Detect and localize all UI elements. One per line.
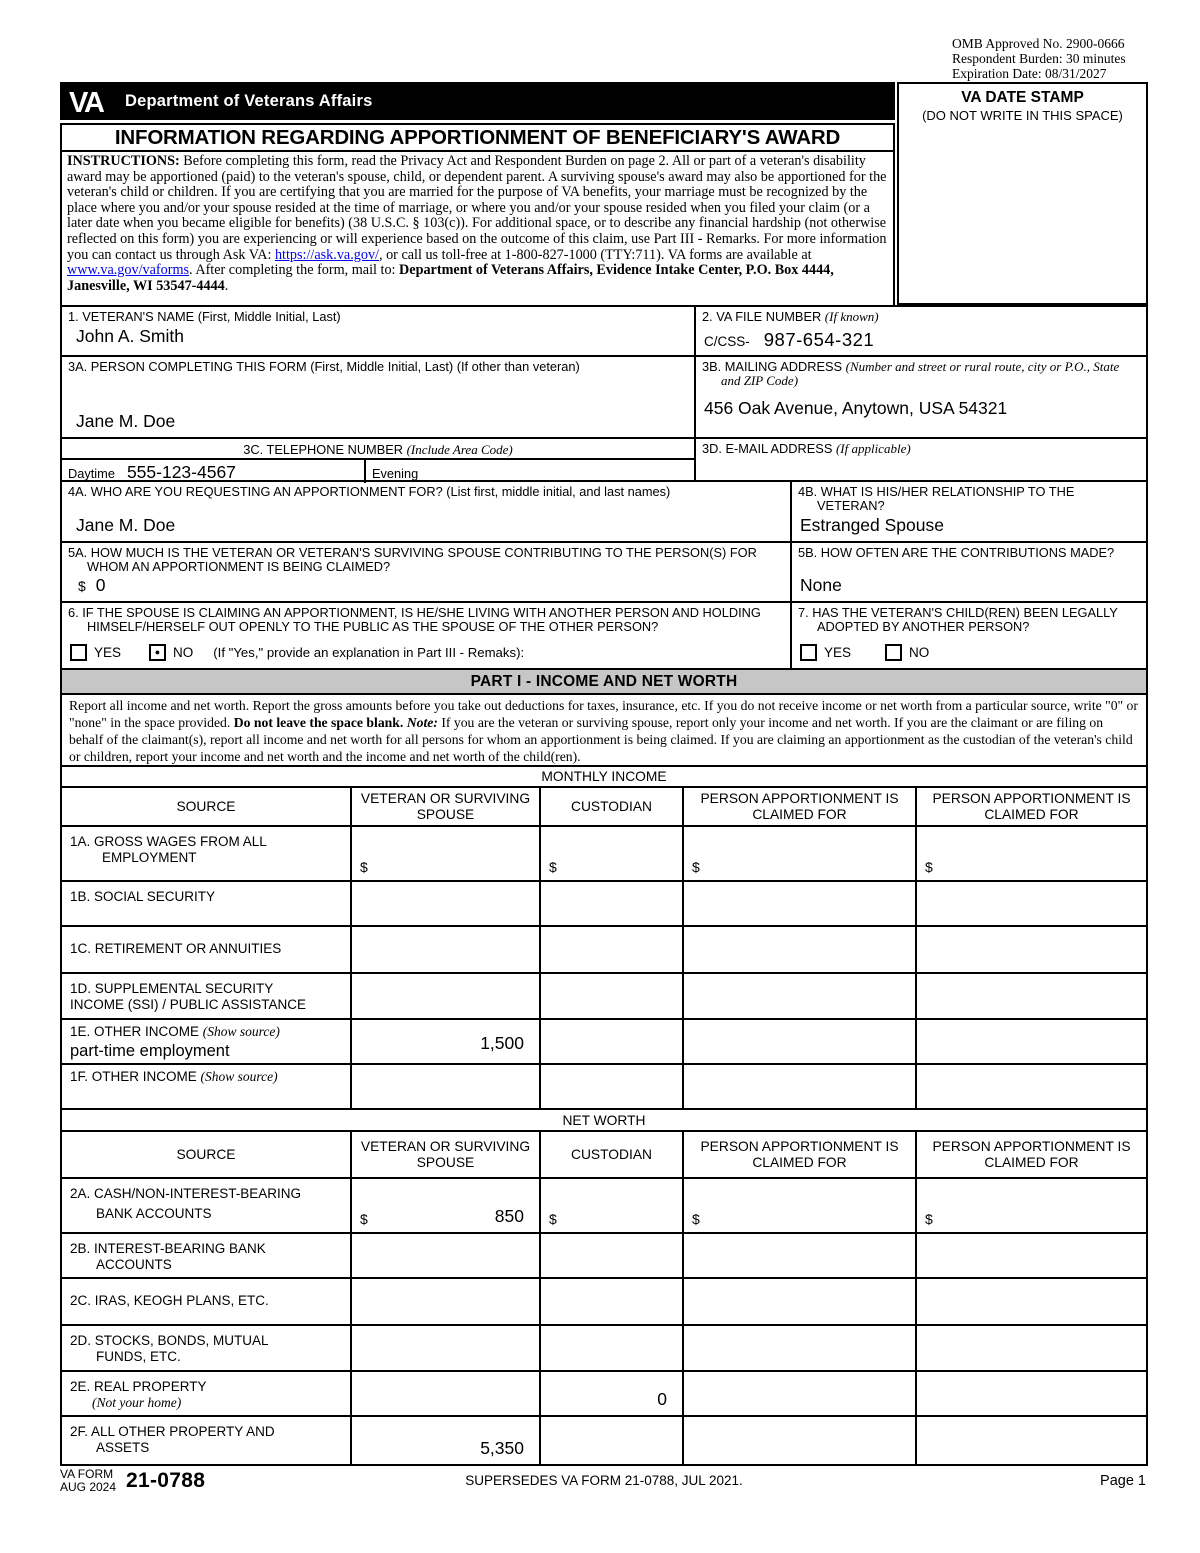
field-2-label — [696, 307, 1146, 324]
ccss-prefix: C/CSS- — [704, 334, 750, 350]
source-2e-line1: 2E. REAL PROPERTY — [70, 1379, 207, 1394]
cell-1d-veteran[interactable] — [352, 974, 541, 1018]
part1-intro — [62, 695, 1146, 767]
source-2f-line1: 2F. ALL OTHER PROPERTY AND — [70, 1424, 275, 1439]
dollar-sign: $ — [360, 859, 368, 875]
dollar-sign: $ — [692, 1211, 700, 1227]
field-4a-requesting-for — [62, 482, 792, 541]
cell-2f-person1[interactable] — [684, 1417, 917, 1464]
col-header-person-1: PERSON APPORTIONMENT IS CLAIMED FOR — [684, 1132, 917, 1177]
field-3d-label-text: 3D. E-MAIL ADDRESS — [702, 441, 833, 456]
evening-label: Evening — [372, 466, 419, 481]
row-1c — [62, 927, 1146, 974]
cell-2a-person1[interactable] — [684, 1179, 917, 1232]
cell-1f-custodian[interactable] — [541, 1065, 684, 1108]
source-1e-text: 1E. OTHER INCOME — [70, 1024, 203, 1039]
part1-intro-1: Report all income and net worth. Report the gross amounts before you take out deductions for taxes, insurance, etc. If you do not receive income or net worth from a particular source, write "0" or "none" in the space provided. — [69, 698, 1138, 731]
cell-2c-person2[interactable] — [917, 1279, 1146, 1324]
row-5a-5b — [62, 543, 1146, 603]
contribution-frequency-value[interactable]: None — [800, 575, 842, 595]
va-forms-link[interactable]: www.va.gov/vaforms — [67, 262, 190, 279]
cell-1e-veteran[interactable] — [352, 1020, 541, 1063]
field-3a-label: 3A. PERSON COMPLETING THIS FORM (First, Middle Initial, Last) (If other than veteran) — [68, 359, 580, 374]
cell-1e-person2[interactable] — [917, 1020, 1146, 1063]
va-form-label: VA FORM — [60, 1467, 114, 1481]
field-3c-label — [62, 439, 694, 460]
row-2c — [62, 1279, 1146, 1326]
row-2e — [62, 1372, 1146, 1417]
source-1e — [62, 1020, 352, 1063]
col-header-person-2: PERSON APPORTIONMENT IS CLAIMED FOR — [932, 1139, 1131, 1170]
field-2-note: (If known) — [824, 309, 879, 324]
va-date-stamp-box — [897, 82, 1148, 305]
field-7-label: 7. HAS THE VETERAN'S CHILD(REN) BEEN LEGALLY ADOPTED BY ANOTHER PERSON? — [798, 605, 1118, 635]
row-1b — [62, 882, 1146, 927]
cell-1e-person1[interactable] — [684, 1020, 917, 1063]
q6-yes-label: YES — [94, 645, 122, 660]
dollar-sign: $ — [549, 1211, 557, 1227]
person-completing-value[interactable]: Jane M. Doe — [76, 411, 176, 431]
field-6-label: 6. IF THE SPOUSE IS CLAIMING AN APPORTIONMENT, IS HE/SHE LIVING WITH ANOTHER PERSON AND HOLDING HIMSELF/HERSELF OUT OPENLY TO THE PUBLIC AS THE SPOUSE OF THE OTHER PERSON? — [68, 605, 761, 635]
cell-1a-custodian[interactable] — [541, 827, 684, 880]
omb-block — [952, 36, 1152, 81]
source-1f — [62, 1065, 352, 1108]
cell-2d-veteran[interactable] — [352, 1326, 541, 1370]
source-1a-line1 — [70, 834, 346, 850]
cell-2f-veteran[interactable] — [352, 1417, 541, 1464]
field-6-living-with-another — [62, 603, 792, 668]
form-title — [60, 123, 895, 152]
row-2a — [62, 1179, 1146, 1234]
row-1a — [62, 827, 1146, 882]
source-2a — [62, 1179, 352, 1232]
field-4b-relationship — [792, 482, 1146, 541]
cell-2d-person2[interactable] — [917, 1326, 1146, 1370]
cell-1b-person2[interactable] — [917, 882, 1146, 925]
form-number: 21-0788 — [126, 1469, 206, 1492]
cell-1f-veteran[interactable] — [352, 1065, 541, 1108]
source-2b-line2: ACCOUNTS — [96, 1257, 172, 1272]
field-3b-label — [696, 357, 1146, 388]
cell-2e-custodian[interactable] — [541, 1372, 684, 1415]
field-3d-label — [696, 439, 1146, 456]
q6-no-label: NO — [173, 645, 194, 660]
source-2d-line1: 2D. STOCKS, BONDS, MUTUAL — [70, 1333, 269, 1348]
part1-intro-2: If you are the veteran or surviving spouse, report only your income and net worth. If you are the claimant or are filing on behalf of the claimant(s), report all income and net worth for all persons for whom an apportionment is being claimed. If you are claiming an apportionment as the custodian of the veteran's child or children, report your income and net worth and the income and net worth of the child(ren). — [69, 715, 1133, 765]
source-2b — [62, 1234, 352, 1277]
telephone-row — [62, 460, 694, 483]
evening-phone-cell — [366, 460, 694, 483]
monthly-income-band — [62, 767, 1146, 788]
dollar-sign: $ — [692, 859, 700, 875]
instructions-body-1: Before completing this form, read the Privacy Act and Respondent Burden on page 2. All or part of a veteran's disability award may be apportioned (paid) to the veteran's spouse, child, or dependent parent. A surviving spouse's award may also be apportioned for the veteran's child or children. If you are certifying that you are married for the purpose of VA benefits, your marriage must be recognized by the place where you and/or your spouse resided at the time of marriage, or where you and/or your spouse resided when you filed your claim (or a later date when you became eligible for benefits) (38 U.S.C. § 103(c)). For additional space, or to describe any financial hardship (not otherwise reflected on this form) you are experiencing or will experience based on the outcome of this claim, use Part III - Remarks. For more information you can contact us through Ask VA: — [67, 153, 887, 263]
source-2a-line1: 2A. CASH/NON-INTEREST-BEARING — [70, 1186, 302, 1201]
source-2a-line2: BANK ACCOUNTS — [96, 1206, 212, 1221]
instructions-body-2: , or call us toll-free at 1-800-827-1000 (TTY:711). VA forms are available at — [378, 246, 812, 263]
amount-value: 0 — [657, 1389, 667, 1409]
source-2d-line2: FUNDS, ETC. — [96, 1349, 181, 1364]
col-header-source: SOURCE — [62, 1132, 352, 1177]
svg-text:A: A — [84, 87, 105, 116]
ask-va-link[interactable]: https://ask.va.gov/ — [274, 246, 379, 263]
form-title-text: INFORMATION REGARDING APPORTIONMENT OF BENEFICIARY'S AWARD — [114, 125, 841, 149]
field-5b-label: 5B. HOW OFTEN ARE THE CONTRIBUTIONS MADE? — [798, 545, 1115, 560]
q7-yes-label: YES — [824, 645, 852, 660]
mailing-address-value[interactable]: 456 Oak Avenue, Anytown, USA 54321 — [704, 398, 1008, 419]
net-worth-band — [62, 1110, 1146, 1132]
va-file-number-value[interactable]: 987-654-321 — [763, 329, 875, 351]
supersedes-note: SUPERSEDES VA FORM 21-0788, JUL 2021. — [465, 1473, 743, 1488]
cell-1d-custodian[interactable] — [541, 974, 684, 1018]
q6-no-checkbox[interactable]: ● — [149, 644, 166, 661]
field-1-veteran-name — [62, 307, 696, 355]
other-income-source-entry[interactable]: part-time employment — [70, 1042, 230, 1060]
va-file-number-line — [696, 329, 1146, 351]
field-5b-contribution-frequency — [792, 543, 1146, 601]
va-logo-icon — [69, 86, 115, 116]
field-3d-note: (If applicable) — [835, 441, 911, 456]
source-1e-note: (Show source) — [202, 1024, 280, 1039]
source-2e — [62, 1372, 352, 1415]
va-form-date: AUG 2024 — [60, 1480, 117, 1494]
cell-2c-veteran[interactable] — [352, 1279, 541, 1324]
row-3c-3d — [62, 439, 1146, 482]
amount-value: 5,350 — [480, 1438, 524, 1458]
source-1a-text: 1A. GROSS WAGES FROM ALL — [70, 834, 267, 849]
cell-1b-custodian[interactable] — [541, 882, 684, 925]
cell-2c-custodian[interactable] — [541, 1279, 684, 1324]
cell-2b-person2[interactable] — [917, 1234, 1146, 1277]
q7-no-label: NO — [909, 645, 930, 660]
cell-2e-person2[interactable] — [917, 1372, 1146, 1415]
part1-title: PART I - INCOME AND NET WORTH — [470, 672, 738, 690]
q6-hint: (If "Yes," provide an explanation in Part III - Remaks): — [213, 645, 525, 660]
source-1b-line1: 1B. SOCIAL SECURITY — [70, 889, 216, 904]
date-stamp-title: VA DATE STAMP — [961, 89, 1084, 106]
field-3a-person-completing — [62, 357, 696, 437]
agency-name: Department of Veterans Affairs — [125, 91, 373, 110]
cell-1c-custodian[interactable] — [541, 927, 684, 972]
source-1d — [62, 974, 352, 1018]
dollar-sign: $ — [360, 1211, 368, 1227]
field-3c-note: (Include Area Code) — [406, 442, 513, 457]
cell-1e-custodian[interactable] — [541, 1020, 684, 1063]
cell-1b-person1[interactable] — [684, 882, 917, 925]
source-1c — [62, 927, 352, 972]
col-header-person-2: PERSON APPORTIONMENT IS CLAIMED FOR — [932, 791, 1131, 822]
omb-burden: Respondent Burden: 30 minutes — [952, 51, 1126, 66]
cell-1f-person1[interactable] — [684, 1065, 917, 1108]
row-1-2 — [62, 307, 1146, 357]
cell-1f-person2[interactable] — [917, 1065, 1146, 1108]
form-grid — [60, 305, 1148, 1466]
dollar-sign: $ — [925, 1211, 933, 1227]
daytime-label: Daytime — [68, 466, 115, 481]
cell-1a-person2[interactable] — [917, 827, 1146, 880]
instructions-block — [60, 152, 895, 307]
field-3b-note: (Number and street or rural route, city or P.O., State and ZIP Code) — [721, 359, 1120, 389]
source-2f-line2: ASSETS — [96, 1440, 150, 1455]
field-4a-label: 4A. WHO ARE YOU REQUESTING AN APPORTIONMENT FOR? (List first, middle initial, and last names) — [68, 484, 671, 499]
part1-header — [62, 670, 1146, 695]
part1-intro-bold: Do not leave the space blank. — [233, 715, 404, 731]
cell-2c-person1[interactable] — [684, 1279, 917, 1324]
contribution-amount-value[interactable]: 0 — [95, 575, 106, 595]
cell-2a-person2[interactable] — [917, 1179, 1146, 1232]
field-4b-label: 4B. WHAT IS HIS/HER RELATIONSHIP TO THE VETERAN? — [798, 484, 1075, 514]
amount-value: 850 — [494, 1206, 524, 1226]
cell-2d-person1[interactable] — [684, 1326, 917, 1370]
contribution-amount-line — [62, 575, 790, 601]
q6-yes-checkbox[interactable] — [70, 644, 87, 661]
net-worth-header-row — [62, 1132, 1146, 1179]
source-1e-line1 — [70, 1024, 346, 1040]
cell-2f-person2[interactable] — [917, 1417, 1146, 1464]
cell-2e-person1[interactable] — [684, 1372, 917, 1415]
source-2c — [62, 1279, 352, 1324]
col-header-person-1: PERSON APPORTIONMENT IS CLAIMED FOR — [684, 788, 917, 825]
dollar-sign: $ — [549, 859, 557, 875]
row-6-7 — [62, 603, 1146, 670]
part1-note-label: Note: — [403, 715, 438, 731]
field-7-options — [792, 644, 1146, 668]
instructions-heading: INSTRUCTIONS: — [67, 153, 180, 169]
field-3d-email — [696, 439, 1146, 480]
amount-value: 1,500 — [480, 1033, 524, 1053]
date-stamp-note: (DO NOT WRITE IN THIS SPACE) — [922, 108, 1123, 123]
field-5a-label: 5A. HOW MUCH IS THE VETERAN OR VETERAN'S SURVIVING SPOUSE CONTRIBUTING TO THE PERSON(S) FOR WHOM AN APPORTIONMENT IS BEING CLAIMED? — [68, 545, 757, 575]
q7-no-checkbox[interactable] — [885, 644, 902, 661]
instructions-body-4: . — [224, 277, 229, 294]
cell-2b-custodian[interactable] — [541, 1234, 684, 1277]
source-2c-line1: 2C. IRAS, KEOGH PLANS, ETC. — [70, 1293, 269, 1308]
cell-2d-custodian[interactable] — [541, 1326, 684, 1370]
row-1e — [62, 1020, 1146, 1065]
field-7-child-adopted — [792, 603, 1146, 668]
omb-expiration: Expiration Date: 08/31/2027 — [952, 66, 1107, 81]
veteran-name-value[interactable]: John A. Smith — [76, 326, 184, 347]
field-3b-mailing-address — [696, 357, 1146, 437]
source-1f-text: 1F. OTHER INCOME — [70, 1069, 201, 1084]
net-worth-title: NET WORTH — [562, 1112, 646, 1128]
field-2-label-text: 2. VA FILE NUMBER — [702, 309, 822, 324]
row-2b — [62, 1234, 1146, 1279]
cell-1a-veteran[interactable] — [352, 827, 541, 880]
instructions-body-3: . After completing the form, mail to: — [189, 262, 400, 279]
col-header-custodian: CUSTODIAN — [541, 1132, 684, 1177]
row-2d — [62, 1326, 1146, 1372]
cell-1c-veteran[interactable] — [352, 927, 541, 972]
source-2f — [62, 1417, 352, 1464]
field-2-va-file-number — [696, 307, 1146, 355]
field-5a-contribution-amount — [62, 543, 792, 601]
page-footer — [60, 1468, 1148, 1494]
field-3c-telephone — [62, 439, 696, 480]
dollar-sign: $ — [78, 578, 86, 594]
cell-2f-custodian[interactable] — [541, 1417, 684, 1464]
col-header-custodian: CUSTODIAN — [541, 788, 684, 825]
row-3a-3b — [62, 357, 1146, 439]
cell-1c-person1[interactable] — [684, 927, 917, 972]
row-2f — [62, 1417, 1146, 1464]
field-6-options — [62, 644, 790, 668]
cell-2b-person1[interactable] — [684, 1234, 917, 1277]
monthly-income-title: MONTHLY INCOME — [541, 769, 667, 784]
cell-2a-veteran[interactable] — [352, 1179, 541, 1232]
row-4a-4b — [62, 482, 1146, 543]
source-1a — [62, 827, 352, 880]
cell-2e-veteran[interactable] — [352, 1372, 541, 1415]
source-1f-line1 — [70, 1069, 346, 1085]
row-1d — [62, 974, 1146, 1020]
daytime-phone-cell — [62, 460, 366, 483]
cell-2a-custodian[interactable] — [541, 1179, 684, 1232]
va-masthead — [60, 82, 895, 120]
monthly-income-header-row — [62, 788, 1146, 827]
source-1d-line1: 1D. SUPPLEMENTAL SECURITY — [70, 981, 274, 996]
source-2b-line1: 2B. INTEREST-BEARING BANK — [70, 1241, 266, 1256]
source-1c-line1: 1C. RETIREMENT OR ANNUITIES — [70, 941, 282, 956]
cell-1a-person1[interactable] — [684, 827, 917, 880]
source-1b — [62, 882, 352, 925]
col-header-veteran: VETERAN OR SURVIVING SPOUSE — [352, 1132, 541, 1177]
mailing-address-text: Department of Veterans Affairs, Evidence Intake Center, P.O. Box 4444, Janesville, WI 53547-4444 — [67, 262, 834, 294]
source-2d — [62, 1326, 352, 1370]
field-1-label: 1. VETERAN'S NAME (First, Middle Initial, Last) — [68, 309, 341, 324]
col-header-veteran: VETERAN OR SURVIVING SPOUSE — [352, 788, 541, 825]
cell-1d-person2[interactable] — [917, 974, 1146, 1018]
page-number: Page 1 — [1100, 1473, 1146, 1489]
q7-yes-checkbox[interactable] — [800, 644, 817, 661]
col-header-source: SOURCE — [62, 788, 352, 825]
cell-1b-veteran[interactable] — [352, 882, 541, 925]
form-header — [60, 82, 895, 307]
svg-text:V: V — [69, 87, 89, 116]
cell-2b-veteran[interactable] — [352, 1234, 541, 1277]
dollar-sign: $ — [925, 859, 933, 875]
source-2e-line2: (Not your home) — [92, 1395, 182, 1410]
omb-approved: OMB Approved No. 2900-0666 — [952, 36, 1125, 51]
field-3b-label-text: 3B. MAILING ADDRESS — [702, 359, 843, 374]
source-1a-line2: EMPLOYMENT — [102, 850, 197, 865]
daytime-phone-value[interactable]: 555-123-4567 — [126, 462, 236, 482]
cell-1c-person2[interactable] — [917, 927, 1146, 972]
requesting-for-value[interactable]: Jane M. Doe — [76, 515, 176, 535]
relationship-value[interactable]: Estranged Spouse — [800, 515, 944, 535]
row-1f — [62, 1065, 1146, 1110]
field-3c-label-text: 3C. TELEPHONE NUMBER — [243, 442, 404, 457]
cell-1d-person1[interactable] — [684, 974, 917, 1018]
source-1f-note: (Show source) — [200, 1069, 278, 1084]
source-1d-line2: INCOME (SSI) / PUBLIC ASSISTANCE — [70, 997, 307, 1012]
